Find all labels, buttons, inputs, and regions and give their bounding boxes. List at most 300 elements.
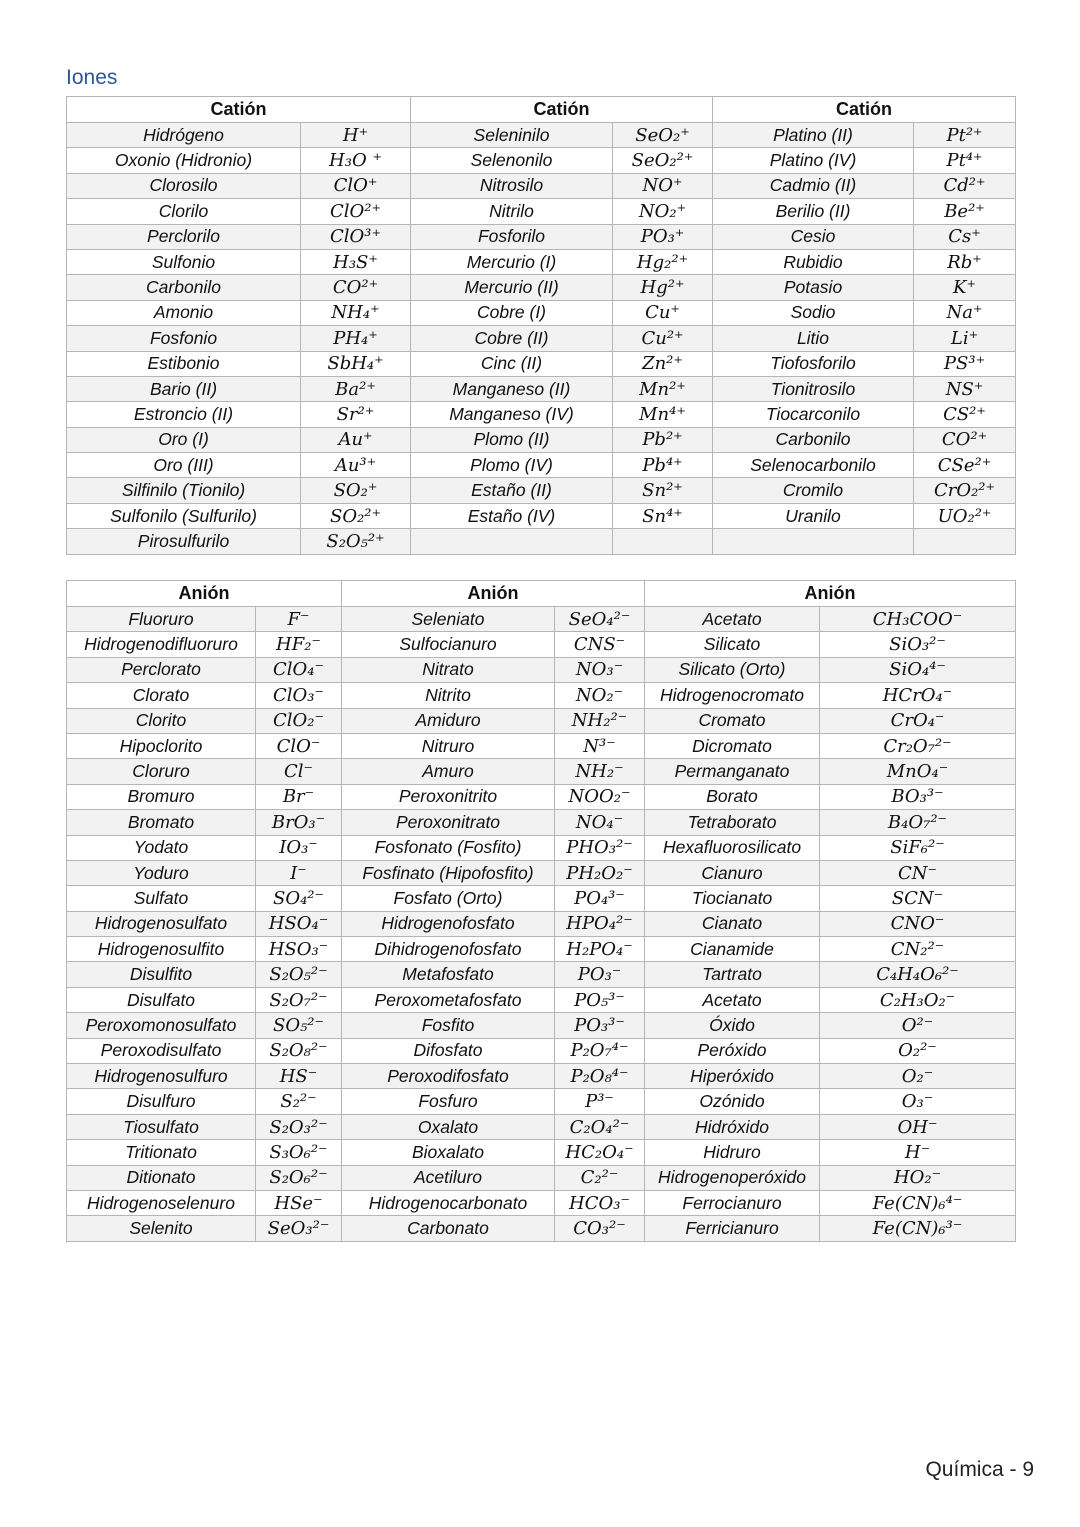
ion-name: Cianato (645, 911, 820, 936)
ion-name: Metafosfato (342, 962, 555, 987)
ion-formula: SeO₂⁺ (613, 123, 713, 148)
table-row (67, 733, 1016, 758)
ion-name: Clorato (67, 683, 256, 708)
ion-formula: Cs⁺ (914, 224, 1016, 249)
ion-name: Sulfato (67, 886, 256, 911)
ion-formula: CN⁻ (820, 860, 1016, 885)
anion-header: Anión (645, 581, 1016, 607)
ion-name: Tartrato (645, 962, 820, 987)
ion-formula: P₂O₇⁴⁻ (555, 1038, 645, 1063)
ion-formula: CN₂²⁻ (820, 937, 1016, 962)
table-row (67, 987, 1016, 1012)
table-row (67, 148, 1016, 173)
ion-name: Potasio (713, 275, 914, 300)
table-row (67, 860, 1016, 885)
ion-formula: NOO₂⁻ (555, 784, 645, 809)
ion-formula: Pb⁴⁺ (613, 453, 713, 478)
ion-formula: O₂²⁻ (820, 1038, 1016, 1063)
ion-formula: MnO₄⁻ (820, 759, 1016, 784)
ion-name: Hidrogenodifluoruro (67, 632, 256, 657)
ion-name: Nitrato (342, 657, 555, 682)
ion-name: Tiocarconilo (713, 402, 914, 427)
ion-formula: Mn⁴⁺ (613, 402, 713, 427)
ion-formula: C₂H₃O₂⁻ (820, 987, 1016, 1012)
ion-name: Acetato (645, 987, 820, 1012)
ion-formula: Cd²⁺ (914, 173, 1016, 198)
ion-name: Berilio (II) (713, 199, 914, 224)
ion-name: Hidrogenosulfato (67, 911, 256, 936)
ion-formula: NS⁺ (914, 376, 1016, 401)
ion-formula: SiF₆²⁻ (820, 835, 1016, 860)
table-row (67, 376, 1016, 401)
anion-header: Anión (342, 581, 645, 607)
ion-name: Silicato (645, 632, 820, 657)
ion-formula: HSO₃⁻ (256, 937, 342, 962)
ion-formula: H₃S⁺ (301, 249, 411, 274)
cation-header: Catión (713, 97, 1016, 123)
ion-formula: CNS⁻ (555, 632, 645, 657)
section-title: Iones (66, 66, 118, 89)
ion-formula: Pb²⁺ (613, 427, 713, 452)
ion-name: Hidrogenosulfito (67, 937, 256, 962)
ion-formula: CNO⁻ (820, 911, 1016, 936)
ion-formula: Pt⁴⁺ (914, 148, 1016, 173)
ion-name: Platino (IV) (713, 148, 914, 173)
ion-formula: HC₂O₄⁻ (555, 1140, 645, 1165)
ion-name: Cadmio (II) (713, 173, 914, 198)
ion-formula: NH₂²⁻ (555, 708, 645, 733)
ion-name: Hidrogenoperóxido (645, 1165, 820, 1190)
table-row (67, 427, 1016, 452)
ion-name: Clorilo (67, 199, 301, 224)
ion-name: Clorosilo (67, 173, 301, 198)
ion-name (713, 529, 914, 554)
table-row (67, 759, 1016, 784)
ion-formula: Cu²⁺ (613, 326, 713, 351)
ion-formula: SeO₄²⁻ (555, 607, 645, 632)
ion-formula: CSe²⁺ (914, 453, 1016, 478)
ion-formula: CH₃COO⁻ (820, 607, 1016, 632)
ion-name: Tionitrosilo (713, 376, 914, 401)
ion-name: Fosfinato (Hipofosfito) (342, 860, 555, 885)
ion-name: Selenocarbonilo (713, 453, 914, 478)
ion-name: Estaño (IV) (411, 503, 613, 528)
ion-formula: P³⁻ (555, 1089, 645, 1114)
ion-formula: SO₂²⁺ (301, 503, 411, 528)
ion-name: Sodio (713, 300, 914, 325)
ion-name: Bioxalato (342, 1140, 555, 1165)
table-row (67, 937, 1016, 962)
ion-name: Tiofosforilo (713, 351, 914, 376)
ion-formula: I⁻ (256, 860, 342, 885)
ion-formula: ClO₄⁻ (256, 657, 342, 682)
ion-formula: S₂O₃²⁻ (256, 1114, 342, 1139)
ion-name: Plomo (IV) (411, 453, 613, 478)
ion-name: Oxonio (Hidronio) (67, 148, 301, 173)
ion-name: Peroxomonosulfato (67, 1013, 256, 1038)
ion-formula: BO₃³⁻ (820, 784, 1016, 809)
table-row (67, 708, 1016, 733)
ion-formula: Ba²⁺ (301, 376, 411, 401)
ion-formula: S₂²⁻ (256, 1089, 342, 1114)
ion-formula: CrO₄⁻ (820, 708, 1016, 733)
ion-name: Hidróxido (645, 1114, 820, 1139)
ion-formula: P₂O₈⁴⁻ (555, 1064, 645, 1089)
ion-formula: S₂O₆²⁻ (256, 1165, 342, 1190)
table-row (67, 173, 1016, 198)
ion-name: Disulfito (67, 962, 256, 987)
ion-name: Nitruro (342, 733, 555, 758)
ion-formula: N³⁻ (555, 733, 645, 758)
ion-formula: SCN⁻ (820, 886, 1016, 911)
ion-formula: PO₃⁺ (613, 224, 713, 249)
ion-name: Manganeso (II) (411, 376, 613, 401)
ion-formula: Sr²⁺ (301, 402, 411, 427)
table-row (67, 1013, 1016, 1038)
ion-name: Uranilo (713, 503, 914, 528)
ion-formula: SO₄²⁻ (256, 886, 342, 911)
ion-formula: NO₂⁻ (555, 683, 645, 708)
ion-name: Cianamide (645, 937, 820, 962)
ion-formula: CS²⁺ (914, 402, 1016, 427)
ion-formula: HF₂⁻ (256, 632, 342, 657)
ion-formula: S₂O₇²⁻ (256, 987, 342, 1012)
table-row (67, 607, 1016, 632)
ion-name: Platino (II) (713, 123, 914, 148)
ion-formula: ClO⁺ (301, 173, 411, 198)
ion-formula: O₃⁻ (820, 1089, 1016, 1114)
ion-name: Hidrogenoselenuro (67, 1190, 256, 1215)
ion-formula: IO₃⁻ (256, 835, 342, 860)
ion-name: Dicromato (645, 733, 820, 758)
ion-name: Seleniato (342, 607, 555, 632)
ion-formula: HPO₄²⁻ (555, 911, 645, 936)
ion-name: Perclorilo (67, 224, 301, 249)
ion-formula: BrO₃⁻ (256, 810, 342, 835)
ion-name: Oro (III) (67, 453, 301, 478)
ion-name: Cobre (II) (411, 326, 613, 351)
table-row (67, 911, 1016, 936)
ion-formula (613, 529, 713, 554)
ion-formula: Pt²⁺ (914, 123, 1016, 148)
table-row (67, 478, 1016, 503)
table-row (67, 326, 1016, 351)
ion-formula: K⁺ (914, 275, 1016, 300)
table-row (67, 1190, 1016, 1215)
ion-name: Peroxometafosfato (342, 987, 555, 1012)
ion-formula: SiO₃²⁻ (820, 632, 1016, 657)
ion-formula: SeO₂²⁺ (613, 148, 713, 173)
ion-name: Bario (II) (67, 376, 301, 401)
ion-formula: UO₂²⁺ (914, 503, 1016, 528)
cation-header-row (67, 97, 1016, 123)
ion-formula: PH₄⁺ (301, 326, 411, 351)
ion-name: Estaño (II) (411, 478, 613, 503)
ion-name: Seleninilo (411, 123, 613, 148)
cation-table (66, 96, 1016, 555)
ion-name: Permanganato (645, 759, 820, 784)
ion-formula: B₄O₇²⁻ (820, 810, 1016, 835)
ion-name: Mercurio (I) (411, 249, 613, 274)
ion-name (411, 529, 613, 554)
ion-name: Bromato (67, 810, 256, 835)
ion-formula: PO₃⁻ (555, 962, 645, 987)
anion-header-row (67, 581, 1016, 607)
table-row (67, 632, 1016, 657)
ion-name: Nitrilo (411, 199, 613, 224)
table-row (67, 835, 1016, 860)
table-row (67, 1038, 1016, 1063)
ion-formula: Au³⁺ (301, 453, 411, 478)
ion-formula: PO₅³⁻ (555, 987, 645, 1012)
ion-name: Sulfonilo (Sulfurilo) (67, 503, 301, 528)
ion-name: Cromato (645, 708, 820, 733)
cation-header: Catión (411, 97, 713, 123)
table-row (67, 657, 1016, 682)
ion-name: Hidrógeno (67, 123, 301, 148)
ion-formula: H₂PO₄⁻ (555, 937, 645, 962)
table-row (67, 300, 1016, 325)
ion-formula: Hg₂²⁺ (613, 249, 713, 274)
ion-name: Rubidio (713, 249, 914, 274)
ion-name: Sulfocianuro (342, 632, 555, 657)
table-row (67, 886, 1016, 911)
ion-name: Bromuro (67, 784, 256, 809)
table-row (67, 503, 1016, 528)
ion-name: Pirosulfurilo (67, 529, 301, 554)
ion-name: Cromilo (713, 478, 914, 503)
ion-name: Mercurio (II) (411, 275, 613, 300)
ion-name: Selenito (67, 1216, 256, 1241)
ion-name: Manganeso (IV) (411, 402, 613, 427)
ion-formula: SO₂⁺ (301, 478, 411, 503)
ion-name: Selenonilo (411, 148, 613, 173)
ion-name: Ferricianuro (645, 1216, 820, 1241)
ion-name: Peroxonitrato (342, 810, 555, 835)
ion-name: Peróxido (645, 1038, 820, 1063)
ion-formula: PS³⁺ (914, 351, 1016, 376)
ion-name: Fosforilo (411, 224, 613, 249)
ion-formula: SeO₃²⁻ (256, 1216, 342, 1241)
ion-formula: Br⁻ (256, 784, 342, 809)
ion-name: Cinc (II) (411, 351, 613, 376)
ion-name: Carbonilo (67, 275, 301, 300)
ion-formula: HO₂⁻ (820, 1165, 1016, 1190)
ion-formula: CO₃²⁻ (555, 1216, 645, 1241)
ion-formula: CrO₂²⁺ (914, 478, 1016, 503)
ion-formula: Be²⁺ (914, 199, 1016, 224)
table-row (67, 1114, 1016, 1139)
ion-formula: HCO₃⁻ (555, 1190, 645, 1215)
ion-formula: ClO⁻ (256, 733, 342, 758)
ion-formula: H₃O ⁺ (301, 148, 411, 173)
ion-name: Nitrito (342, 683, 555, 708)
ion-formula: Cr₂O₇²⁻ (820, 733, 1016, 758)
table-row (67, 351, 1016, 376)
ion-name: Litio (713, 326, 914, 351)
ion-formula: C₂²⁻ (555, 1165, 645, 1190)
table-row (67, 275, 1016, 300)
ion-name: Fosfito (342, 1013, 555, 1038)
ion-name: Estroncio (II) (67, 402, 301, 427)
ion-formula: NO⁺ (613, 173, 713, 198)
ion-name: Yoduro (67, 860, 256, 885)
ion-formula: O₂⁻ (820, 1064, 1016, 1089)
ion-name: Cesio (713, 224, 914, 249)
ion-name: Peroxodifosfato (342, 1064, 555, 1089)
ion-name: Hipoclorito (67, 733, 256, 758)
table-row (67, 1064, 1016, 1089)
ion-formula: Cl⁻ (256, 759, 342, 784)
ion-name: Hiperóxido (645, 1064, 820, 1089)
ion-formula: S₂O₅²⁻ (256, 962, 342, 987)
ion-name: Peroxodisulfato (67, 1038, 256, 1063)
anion-header: Anión (67, 581, 342, 607)
ion-formula: Sn²⁺ (613, 478, 713, 503)
ion-formula: C₄H₄O₆²⁻ (820, 962, 1016, 987)
ion-formula: PO₄³⁻ (555, 886, 645, 911)
ion-name: Amiduro (342, 708, 555, 733)
table-row (67, 784, 1016, 809)
ion-formula: NO₂⁺ (613, 199, 713, 224)
ion-formula: NO₃⁻ (555, 657, 645, 682)
ion-name: Silfinilo (Tionilo) (67, 478, 301, 503)
ion-name: Carbonato (342, 1216, 555, 1241)
ion-name: Oro (I) (67, 427, 301, 452)
table-row (67, 810, 1016, 835)
ion-name: Acetiluro (342, 1165, 555, 1190)
table-row (67, 962, 1016, 987)
ion-name: Dihidrogenofosfato (342, 937, 555, 962)
ion-name: Hidrogenocromato (645, 683, 820, 708)
ion-formula: H⁺ (301, 123, 411, 148)
ion-formula: F⁻ (256, 607, 342, 632)
ion-name: Estibonio (67, 351, 301, 376)
ion-formula: ClO³⁺ (301, 224, 411, 249)
ion-formula: PO₃³⁻ (555, 1013, 645, 1038)
ion-name: Clorito (67, 708, 256, 733)
ion-name: Ditionato (67, 1165, 256, 1190)
ion-name: Fluoruro (67, 607, 256, 632)
ion-name: Óxido (645, 1013, 820, 1038)
ion-formula: SiO₄⁴⁻ (820, 657, 1016, 682)
ion-formula: Hg²⁺ (613, 275, 713, 300)
ion-formula: NO₄⁻ (555, 810, 645, 835)
ion-formula: NH₄⁺ (301, 300, 411, 325)
ion-formula: Sn⁴⁺ (613, 503, 713, 528)
ion-formula: S₃O₆²⁻ (256, 1140, 342, 1165)
ion-name: Silicato (Orto) (645, 657, 820, 682)
table-row (67, 1216, 1016, 1241)
table-row (67, 1165, 1016, 1190)
ion-name: Fosfuro (342, 1089, 555, 1114)
ion-name: Tritionato (67, 1140, 256, 1165)
ion-formula: HSO₄⁻ (256, 911, 342, 936)
table-row (67, 1140, 1016, 1165)
ion-name: Difosfato (342, 1038, 555, 1063)
ion-name: Hidruro (645, 1140, 820, 1165)
ion-name: Disulfuro (67, 1089, 256, 1114)
table-row (67, 1089, 1016, 1114)
ion-name: Oxalato (342, 1114, 555, 1139)
ion-name: Borato (645, 784, 820, 809)
ion-name: Peroxonitrito (342, 784, 555, 809)
ion-name: Carbonilo (713, 427, 914, 452)
ion-formula: Fe(CN)₆⁴⁻ (820, 1190, 1016, 1215)
ion-name: Ferrocianuro (645, 1190, 820, 1215)
anion-table (66, 580, 1016, 1242)
table-row (67, 123, 1016, 148)
ion-name: Fosfonio (67, 326, 301, 351)
cation-header: Catión (67, 97, 411, 123)
table-row (67, 683, 1016, 708)
ion-formula: Li⁺ (914, 326, 1016, 351)
ion-name: Ozónido (645, 1089, 820, 1114)
page-footer: Química - 9 (925, 1458, 1034, 1481)
ion-formula: HS⁻ (256, 1064, 342, 1089)
ion-name: Hidrogenosulfuro (67, 1064, 256, 1089)
ion-name: Acetato (645, 607, 820, 632)
ion-name: Disulfato (67, 987, 256, 1012)
ion-name: Hidrogenocarbonato (342, 1190, 555, 1215)
ion-formula: Cu⁺ (613, 300, 713, 325)
ion-formula: SbH₄⁺ (301, 351, 411, 376)
ion-name: Plomo (II) (411, 427, 613, 452)
ion-formula: ClO²⁺ (301, 199, 411, 224)
ion-formula: PHO₃²⁻ (555, 835, 645, 860)
ion-formula: S₂O₅²⁺ (301, 529, 411, 554)
table-row (67, 249, 1016, 274)
ion-formula: NH₂⁻ (555, 759, 645, 784)
ion-name: Tiocianato (645, 886, 820, 911)
ion-name: Sulfonio (67, 249, 301, 274)
ion-formula: C₂O₄²⁻ (555, 1114, 645, 1139)
ion-formula: PH₂O₂⁻ (555, 860, 645, 885)
ion-name: Amonio (67, 300, 301, 325)
ion-name: Nitrosilo (411, 173, 613, 198)
ion-formula: SO₅²⁻ (256, 1013, 342, 1038)
table-row (67, 199, 1016, 224)
ion-name: Hexafluorosilicato (645, 835, 820, 860)
ion-formula: Na⁺ (914, 300, 1016, 325)
ion-name: Tetraborato (645, 810, 820, 835)
ion-name: Cianuro (645, 860, 820, 885)
table-row (67, 402, 1016, 427)
ion-formula: HCrO₄⁻ (820, 683, 1016, 708)
ion-name: Yodato (67, 835, 256, 860)
ion-formula: OH⁻ (820, 1114, 1016, 1139)
ion-formula: ClO₃⁻ (256, 683, 342, 708)
ion-formula: HSe⁻ (256, 1190, 342, 1215)
ion-formula: Mn²⁺ (613, 376, 713, 401)
ion-name: Fosfato (Orto) (342, 886, 555, 911)
ion-formula: ClO₂⁻ (256, 708, 342, 733)
ion-formula: S₂O₈²⁻ (256, 1038, 342, 1063)
ion-name: Hidrogenofosfato (342, 911, 555, 936)
ion-formula: Au⁺ (301, 427, 411, 452)
ion-formula: Fe(CN)₆³⁻ (820, 1216, 1016, 1241)
ion-formula: H⁻ (820, 1140, 1016, 1165)
ion-formula: CO²⁺ (914, 427, 1016, 452)
ion-name: Cloruro (67, 759, 256, 784)
ion-formula: Zn²⁺ (613, 351, 713, 376)
ion-name: Perclorato (67, 657, 256, 682)
ion-name: Fosfonato (Fosfito) (342, 835, 555, 860)
ion-formula (914, 529, 1016, 554)
table-row (67, 453, 1016, 478)
table-row (67, 529, 1016, 554)
ion-name: Tiosulfato (67, 1114, 256, 1139)
